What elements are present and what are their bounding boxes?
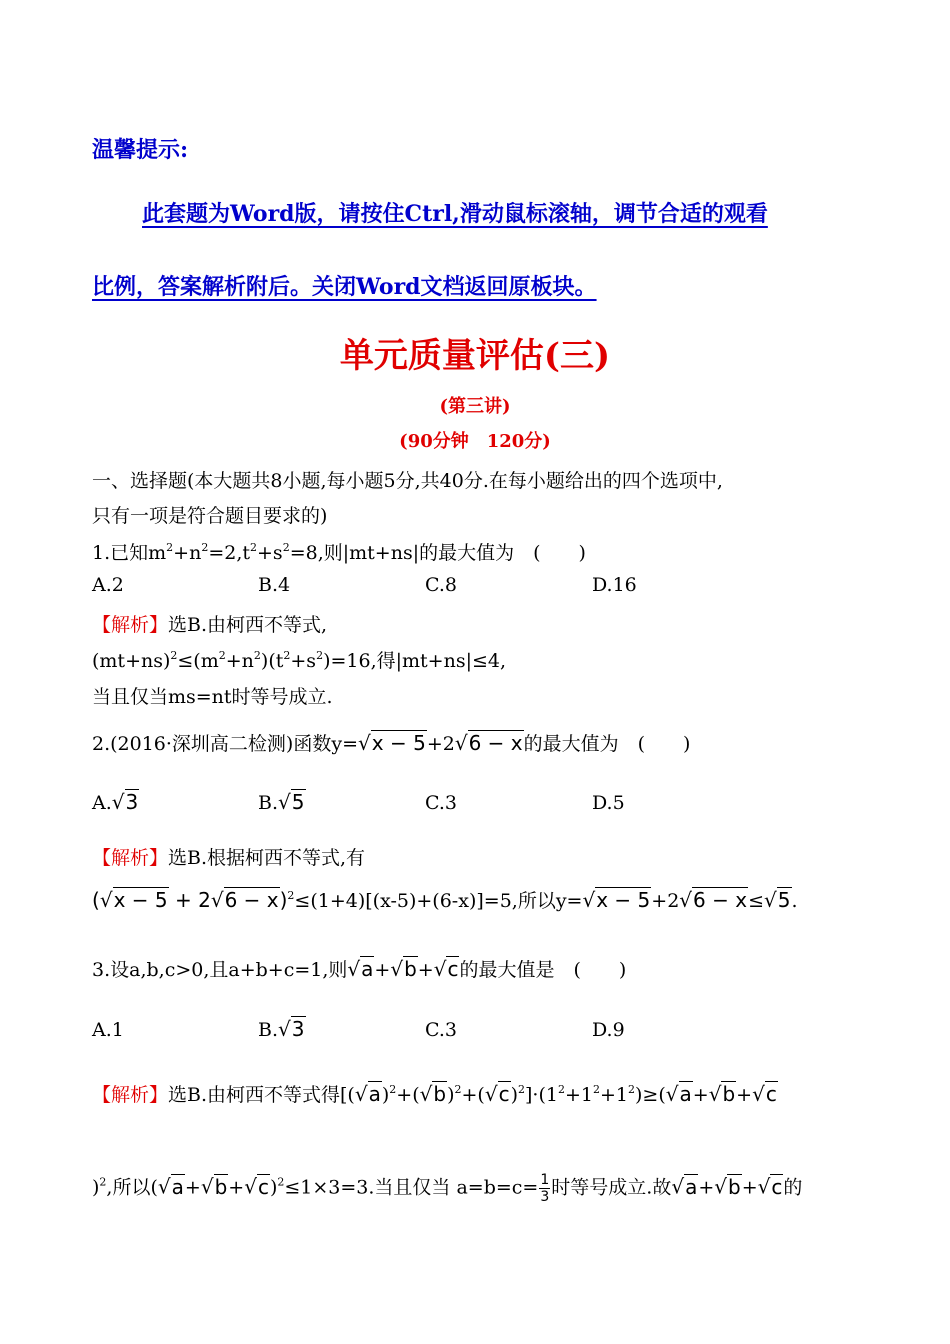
sqrt-symbol: √c [484, 1082, 510, 1106]
q3-option-c: C.3 [425, 1019, 457, 1041]
sqrt-symbol: √b [708, 1082, 736, 1106]
sqrt-symbol: √c [757, 1174, 783, 1199]
tip-line-1: 此套题为Word版，请按住Ctrl,滑动鼠标滚轴，调节合适的观看 [142, 201, 768, 227]
q1-option-b: B.4 [258, 574, 291, 596]
q2-option-d: D.5 [592, 792, 625, 814]
fraction-one-third: $\frac{1}{3}$ [540, 1172, 550, 1205]
sqrt-symbol: √6 − x [454, 731, 523, 755]
sqrt-symbol: √x − 5 [358, 731, 426, 755]
sqrt-symbol: √a [157, 1174, 184, 1199]
time-score-label: (90分钟 120分) [399, 431, 551, 452]
lecture-label: (第三讲) [439, 396, 511, 417]
sqrt-symbol: √b [200, 1174, 228, 1199]
sqrt-symbol: √a [347, 957, 374, 981]
section-intro-line-1: 一、选择题(本大题共8小题,每小题5分,共40分.在每小题给出的四个选项中, [92, 470, 723, 492]
question-1-stem: 1.已知$m^2+n^2=2,t^2+s^2=8$,则|mt+ns|的最大值为 ( ) [92, 541, 586, 564]
answer-tag: 【解析】 [92, 847, 169, 869]
sqrt-symbol: √b [390, 957, 417, 981]
q3-option-a: A.1 [92, 1019, 124, 1041]
q2-option-c: C.3 [425, 792, 457, 814]
sqrt-symbol: √b [714, 1174, 741, 1199]
sqrt-symbol: √6 − x [679, 888, 748, 912]
sqrt-symbol: √a [671, 1174, 698, 1199]
tip-title: 温馨提示: [92, 137, 189, 163]
tip-line-2: 比例，答案解析附后。关闭Word文档返回原板块。 [92, 274, 597, 300]
sqrt-symbol: √3 [278, 1017, 305, 1041]
q2-option-a: A.√3 [92, 790, 139, 814]
q3-solution-line-2: )$^2$,所以$(√a+√b+√c)^2\le 1\times 3=3$.当且仅当 a=b=c= $\frac{1}{3}$ 时等号成立.故√a+√b+√c的 [92, 1172, 803, 1205]
q1-solution-line-3: 当且仅当ms=nt时等号成立. [92, 686, 333, 708]
q2-solution-line-2: $(√x - 5 + 2√6 - x)^2\le(1+4)[(x-5)+(6-x)]=5$,所以y=√x − 5+2√6 − x≤√5. [92, 888, 798, 912]
q1-option-d: D.16 [592, 574, 637, 596]
sqrt-symbol: √c [433, 957, 459, 981]
q1-solution-line-2: $(mt+ns)^2\le(m^2+n^2)(t^2+s^2)=16$,得|mt+ns|≤4, [92, 649, 507, 672]
question-2-stem: 2.(2016·深圳高二检测)函数y=√x − 5+2√6 − x的最大值为 ( ) [92, 731, 691, 755]
answer-tag: 【解析】 [92, 614, 169, 636]
sqrt-symbol: √b [419, 1082, 447, 1106]
sqrt-symbol: √a [354, 1082, 381, 1106]
q1-option-a: A.2 [92, 574, 124, 596]
q3-solution-line-1: 【解析】选B.由柯西不等式得$[(√a)^2+(√b)^2+(√c)^2]\cdot(1^2+1^2+1^2)\ge(√a+√b+√c$ [92, 1082, 777, 1106]
sqrt-symbol: √c [752, 1082, 777, 1106]
sqrt-symbol: √6 − x [210, 888, 279, 912]
q3-option-d: D.9 [592, 1019, 625, 1041]
sqrt-symbol: √5 [278, 790, 305, 814]
section-intro-line-2: 只有一项是符合题目要求的) [92, 505, 328, 527]
sqrt-symbol: √c [244, 1174, 269, 1199]
q1-option-c: C.8 [425, 574, 457, 596]
q3-option-b: B.√3 [258, 1017, 305, 1041]
q2-solution-line-1: 【解析】选B.根据柯西不等式,有 [92, 847, 366, 869]
q2-option-b: B.√5 [258, 790, 305, 814]
sqrt-symbol: √3 [111, 790, 139, 814]
sqrt-symbol: √a [665, 1082, 692, 1106]
sqrt-symbol: √5 [764, 888, 791, 912]
page-title: 单元质量评估(三) [339, 336, 611, 376]
q1-solution-line-1: 【解析】选B.由柯西不等式, [92, 614, 328, 636]
sqrt-symbol: √x − 5 [582, 888, 651, 912]
answer-tag: 【解析】 [92, 1084, 169, 1106]
sqrt-symbol: √x − 5 [99, 888, 168, 912]
question-3-stem: 3.设a,b,c>0,且a+b+c=1,则√a+√b+√c的最大值是 ( ) [92, 957, 627, 981]
